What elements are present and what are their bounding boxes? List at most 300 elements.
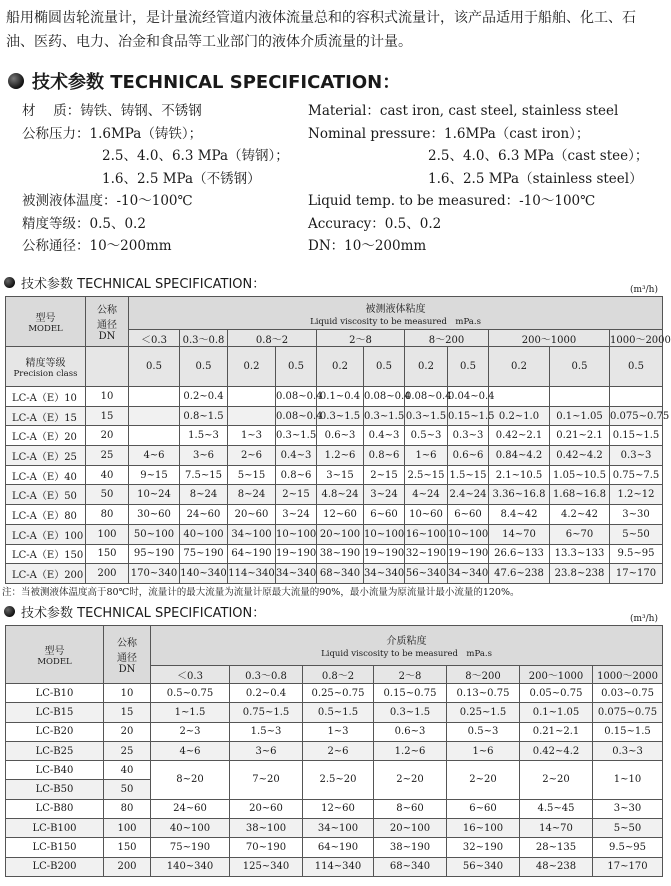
spec-row-material — [22, 100, 662, 123]
dn-cell: 25 — [104, 741, 151, 760]
viscosity-header-cn: 被测液体粘度 — [365, 303, 426, 315]
flow-cell — [489, 387, 550, 407]
flow-cell: 3~30 — [610, 505, 663, 525]
flow-cell: 3~24 — [364, 485, 405, 505]
model-cell: LC-B10 — [6, 684, 104, 703]
flow-cell — [610, 387, 663, 407]
spec-row-temperature — [22, 190, 662, 213]
table-row — [6, 703, 663, 722]
range-header: 0.3～0.8 — [180, 330, 228, 347]
spec-right: 1.6、2.5 MPa（stainless steel） — [428, 170, 643, 187]
table1-unit: (m³/h) — [630, 285, 658, 295]
table-row — [6, 465, 663, 485]
dn-cell: 80 — [104, 799, 151, 818]
table1-heading — [4, 273, 265, 292]
model-cell: LC-A（E）40 — [6, 465, 86, 485]
flow-cell: 0.75~7.5 — [610, 465, 663, 485]
dn-cell: 200 — [86, 564, 129, 584]
flow-cell: 34~100 — [228, 524, 276, 544]
flow-cell: 40~100 — [180, 524, 228, 544]
flow-cell: 4.8~24 — [317, 485, 364, 505]
flow-cell: 16~100 — [447, 819, 520, 838]
flow-cell: 9~15 — [129, 465, 180, 485]
flow-cell: 0.15~1.5 — [610, 426, 663, 446]
dn-cell: 40 — [104, 761, 151, 780]
viscosity-header-en: Liquid viscosity to be measured mPa.s — [310, 316, 481, 327]
flow-cell: 0.08~0.4 — [276, 387, 317, 407]
precision-class: 0.5 — [276, 347, 317, 387]
table1 — [5, 296, 671, 584]
flow-cell — [228, 406, 276, 426]
flow-cell: 3~6 — [180, 446, 228, 466]
table-row — [6, 761, 663, 780]
model-header-cn: 型号 — [44, 646, 65, 657]
dn-cell: 15 — [104, 703, 151, 722]
flow-cell: 0.3~1.5 — [374, 703, 447, 722]
bullet-dot-icon — [4, 277, 15, 288]
flow-cell: 6~70 — [550, 524, 610, 544]
flow-cell: 0.15~1.5 — [448, 406, 489, 426]
table-row — [6, 446, 663, 466]
flow-cell: 0.25~1.5 — [447, 703, 520, 722]
flow-cell: 0.075~0.75 — [610, 406, 663, 426]
flow-cell: 8~24 — [180, 485, 228, 505]
flow-cell: 56~340 — [447, 857, 520, 876]
model-cell: LC-A（E）200 — [6, 564, 86, 584]
flow-cell: 0.42~2.1 — [489, 426, 550, 446]
flow-cell: 38~190 — [317, 544, 364, 564]
viscosity-header — [129, 297, 663, 330]
dn-cell: 100 — [104, 819, 151, 838]
range-header: 200～1000 — [489, 330, 610, 347]
flow-cell: 1.5~15 — [448, 465, 489, 485]
flow-cell: 0.1~1.05 — [550, 406, 610, 426]
flow-cell: 1.2~6 — [374, 741, 447, 760]
flow-cell: 2.5~15 — [405, 465, 448, 485]
flow-cell: 0.5~3 — [447, 722, 520, 741]
table-row — [6, 406, 663, 426]
model-header — [6, 626, 104, 684]
flow-cell: 23.8~238 — [550, 564, 610, 584]
flow-cell — [129, 406, 180, 426]
model-cell: LC-A（E）15 — [6, 406, 86, 426]
dn-cell: 150 — [104, 838, 151, 857]
flow-cell: 0.75~1.5 — [230, 703, 303, 722]
viscosity-header — [151, 626, 663, 666]
flow-cell: 1~6 — [447, 741, 520, 760]
flow-cell: 3~15 — [317, 465, 364, 485]
flow-cell: 2~15 — [276, 485, 317, 505]
precision-class: 0.5 — [180, 347, 228, 387]
flow-cell: 50~100 — [129, 524, 180, 544]
flow-cell: 0.3~1.5 — [276, 426, 317, 446]
model-cell: LC-A（E）50 — [6, 485, 86, 505]
dn-cell: 15 — [86, 406, 129, 426]
flow-cell: 125~340 — [230, 857, 303, 876]
flow-cell: 1~1.5 — [151, 703, 230, 722]
spec-left: 精度等级：0.5、0.2 — [22, 215, 146, 232]
dn-cell: 25 — [86, 446, 129, 466]
flow-cell: 0.4~3 — [364, 426, 405, 446]
flow-cell: 3~24 — [276, 505, 317, 525]
model-cell: LC-B50 — [6, 780, 104, 799]
flow-cell: 20~60 — [228, 505, 276, 525]
flow-cell: 10~100 — [364, 524, 405, 544]
flow-cell: 2~6 — [303, 741, 374, 760]
main-heading — [8, 68, 400, 94]
spec-right: Accuracy：0.5、0.2 — [308, 215, 442, 232]
flow-cell: 75~190 — [151, 838, 230, 857]
flow-cell: 0.42~4.2 — [520, 741, 593, 760]
flow-cell: 20~60 — [230, 799, 303, 818]
table2-heading — [4, 602, 265, 621]
precision-class: 0.2 — [489, 347, 550, 387]
dn-cell: 200 — [104, 857, 151, 876]
table2-heading-text: 技术参数 TECHNICAL SPECIFICATION： — [21, 606, 266, 621]
dn-cell: 50 — [86, 485, 129, 505]
flow-cell: 20~100 — [317, 524, 364, 544]
dn-cell: 80 — [86, 505, 129, 525]
flow-cell: 0.84~4.2 — [489, 446, 550, 466]
spec-row-pressure-stainless — [22, 168, 662, 191]
flow-cell: 0.15~0.75 — [374, 684, 447, 703]
flow-cell: 0.8~1.5 — [180, 406, 228, 426]
spec-left: 公称通径：10～200mm — [22, 238, 172, 254]
bullet-dot-icon — [8, 73, 24, 89]
table-row — [6, 387, 663, 407]
flow-cell: 2.5~20 — [303, 761, 374, 800]
flow-cell: 8.4~42 — [489, 505, 550, 525]
model-cell: LC-B15 — [6, 703, 104, 722]
table2-unit: (m³/h) — [630, 614, 658, 624]
precision-class: 0.5 — [448, 347, 489, 387]
table-row — [6, 741, 663, 760]
flow-cell: 4.2~42 — [550, 505, 610, 525]
flow-cell: 12~60 — [303, 799, 374, 818]
dn-header-cn: 公称 — [117, 638, 137, 649]
flow-cell: 0.6~6 — [448, 446, 489, 466]
flow-cell: 0.08~0.4 — [364, 387, 405, 407]
range-header: 0.8～2 — [228, 330, 317, 347]
table1-heading-text: 技术参数 TECHNICAL SPECIFICATION： — [21, 277, 266, 292]
precision-dn-blank — [86, 347, 129, 387]
precision-class: 0.2 — [317, 347, 364, 387]
spec-row-accuracy — [22, 213, 662, 236]
flow-cell: 48~238 — [520, 857, 593, 876]
model-header-en: MODEL — [37, 657, 72, 667]
model-cell: LC-B20 — [6, 722, 104, 741]
model-cell: LC-B150 — [6, 838, 104, 857]
precision-class: 0.5 — [550, 347, 610, 387]
precision-header — [6, 347, 86, 387]
table-row — [6, 722, 663, 741]
flow-cell: 32~190 — [447, 838, 520, 857]
flow-cell: 10~100 — [276, 524, 317, 544]
flow-cell: 34~340 — [276, 564, 317, 584]
flow-cell: 34~340 — [364, 564, 405, 584]
flow-cell: 17~170 — [610, 564, 663, 584]
table-row — [6, 564, 663, 584]
flow-cell: 1~10 — [593, 761, 663, 800]
intro-paragraph: 船用椭圆齿轮流量计，是计量流经管道内液体流量总和的容积式流量计，该产品适用于船舶、化工、石油、医药、电力、冶金和食品等工业部门的液体介质流量的计量。 — [6, 10, 636, 50]
flow-cell: 0.1~0.4 — [317, 387, 364, 407]
table-row — [6, 857, 663, 876]
spec-list — [22, 100, 662, 258]
flow-cell: 0.2~1.0 — [489, 406, 550, 426]
flow-cell: 38~190 — [374, 838, 447, 857]
flow-cell: 3~30 — [593, 799, 663, 818]
range-header: 8～200 — [405, 330, 489, 347]
flow-cell: 0.25~0.75 — [303, 684, 374, 703]
model-cell: LC-B25 — [6, 741, 104, 760]
spec-left: 材 质：铸铁、铸钢、不锈钢 — [22, 103, 202, 119]
flow-cell: 4~24 — [405, 485, 448, 505]
flow-cell: 0.3~1.5 — [317, 406, 364, 426]
flow-cell: 6~60 — [447, 799, 520, 818]
flow-cell: 40~100 — [151, 819, 230, 838]
flow-cell: 7.5~15 — [180, 465, 228, 485]
table1-precision-row — [6, 347, 663, 387]
dn-header-cn: 通径 — [97, 320, 117, 331]
flow-cell: 64~190 — [303, 838, 374, 857]
model-cell: LC-A（E）20 — [6, 426, 86, 446]
table-row — [6, 819, 663, 838]
flow-cell — [550, 387, 610, 407]
spec-row-dn — [22, 235, 662, 258]
spec-left: 1.6、2.5 MPa（不锈钢） — [102, 170, 261, 187]
flow-cell: 68~340 — [317, 564, 364, 584]
dn-header-en: DN — [118, 664, 136, 675]
flow-cell: 56~340 — [405, 564, 448, 584]
flow-cell: 14~70 — [520, 819, 593, 838]
table-row — [6, 524, 663, 544]
flow-cell: 0.1~1.05 — [520, 703, 593, 722]
flow-cell: 0.3~3 — [448, 426, 489, 446]
flow-cell — [228, 387, 276, 407]
flow-cell: 5~15 — [228, 465, 276, 485]
flow-cell: 17~170 — [593, 857, 663, 876]
table-row — [6, 485, 663, 505]
flow-cell: 140~340 — [151, 857, 230, 876]
flow-cell: 1~3 — [228, 426, 276, 446]
dn-cell: 10 — [104, 684, 151, 703]
model-cell: LC-B100 — [6, 819, 104, 838]
precision-class: 0.5 — [129, 347, 180, 387]
spec-left: 被测液体温度：-10～100℃ — [22, 193, 193, 209]
flow-cell: 0.21~2.1 — [550, 426, 610, 446]
flow-cell: 7~20 — [230, 761, 303, 800]
flow-cell: 0.5~1.5 — [303, 703, 374, 722]
model-cell: LC-A（E）25 — [6, 446, 86, 466]
flow-cell: 0.04~0.4 — [448, 387, 489, 407]
flow-cell: 6~60 — [448, 505, 489, 525]
model-cell: LC-A（E）100 — [6, 524, 86, 544]
flow-cell: 28~135 — [520, 838, 593, 857]
flow-cell: 30~60 — [129, 505, 180, 525]
spec-row-pressure-steel — [22, 145, 662, 168]
flow-cell: 3.36~16.8 — [489, 485, 550, 505]
flow-cell: 68~340 — [374, 857, 447, 876]
flow-cell: 24~60 — [151, 799, 230, 818]
flow-cell: 170~340 — [129, 564, 180, 584]
flow-cell: 9.5~95 — [610, 544, 663, 564]
table-row — [6, 544, 663, 564]
table2-header-row — [6, 626, 663, 666]
flow-cell: 5~50 — [593, 819, 663, 838]
flow-cell: 2~6 — [228, 446, 276, 466]
flow-cell: 2.4~24 — [448, 485, 489, 505]
flow-cell: 16~100 — [405, 524, 448, 544]
flow-cell: 1.5~3 — [230, 722, 303, 741]
flow-cell: 19~190 — [276, 544, 317, 564]
viscosity-header-cn: 介质粘度 — [386, 636, 427, 647]
precision-class: 0.5 — [610, 347, 663, 387]
flow-cell: 1.68~16.8 — [550, 485, 610, 505]
flow-cell: 1.05~10.5 — [550, 465, 610, 485]
table-row — [6, 426, 663, 446]
model-header-en: MODEL — [28, 324, 63, 334]
dn-cell: 150 — [86, 544, 129, 564]
range-header: 0.8～2 — [303, 666, 374, 684]
model-cell: LC-A（E）10 — [6, 387, 86, 407]
flow-cell: 0.5~0.75 — [151, 684, 230, 703]
dn-header-cn: 通径 — [117, 653, 137, 664]
dn-cell: 100 — [86, 524, 129, 544]
temperature-note: 注：当被测液体温度高于80℃时，流量计的最大流量为流量计原最大流量的90%，最小流量为原流量计最小流量的120%。 — [2, 587, 520, 598]
table-row — [6, 838, 663, 857]
viscosity-header-en: Liquid viscosity to be measured mPa.s — [321, 649, 492, 659]
flow-cell: 47.6~238 — [489, 564, 550, 584]
flow-cell: 26.6~133 — [489, 544, 550, 564]
dn-header-cn: 公称 — [97, 305, 117, 316]
flow-cell: 1.2~12 — [610, 485, 663, 505]
flow-cell: 0.3~3 — [593, 741, 663, 760]
flow-cell: 114~340 — [228, 564, 276, 584]
range-header: 2～8 — [374, 666, 447, 684]
flow-cell: 10~24 — [129, 485, 180, 505]
main-heading-text: 技术参数 TECHNICAL SPECIFICATION： — [32, 72, 401, 93]
flow-cell: 4.5~45 — [520, 799, 593, 818]
flow-cell: 0.08~0.4 — [276, 406, 317, 426]
model-header-cn: 型号 — [35, 313, 56, 324]
flow-cell: 0.075~0.75 — [593, 703, 663, 722]
flow-cell: 3~6 — [230, 741, 303, 760]
flow-cell: 32~190 — [405, 544, 448, 564]
flow-cell: 0.13~0.75 — [447, 684, 520, 703]
range-header: 1000～2000 — [610, 330, 663, 347]
spec-right: Nominal pressure：1.6MPa（cast iron）； — [308, 125, 590, 142]
flow-cell: 0.15~1.5 — [593, 722, 663, 741]
flow-cell: 38~100 — [230, 819, 303, 838]
spec-right: 2.5、4.0、6.3 MPa（cast stee）； — [428, 148, 649, 164]
bullet-dot-icon — [4, 606, 15, 617]
flow-cell: 24~60 — [180, 505, 228, 525]
range-header: 1000～2000 — [593, 666, 663, 684]
flow-cell: 0.42~4.2 — [550, 446, 610, 466]
flow-cell: 6~60 — [364, 505, 405, 525]
flow-cell: 10~100 — [448, 524, 489, 544]
flow-cell: 0.5~3 — [405, 426, 448, 446]
precision-header-en: Precision class — [13, 369, 78, 379]
flow-cell: 0.8~6 — [276, 465, 317, 485]
range-header: 8～200 — [447, 666, 520, 684]
flow-cell: 13.3~133 — [550, 544, 610, 564]
flow-cell: 0.8~6 — [364, 446, 405, 466]
dn-cell: 50 — [104, 780, 151, 799]
flow-cell: 34~100 — [303, 819, 374, 838]
flow-cell: 140~340 — [180, 564, 228, 584]
flow-cell: 114~340 — [303, 857, 374, 876]
range-header: 2～8 — [317, 330, 405, 347]
flow-cell: 9.5~95 — [593, 838, 663, 857]
flow-cell: 8~60 — [374, 799, 447, 818]
table-row — [6, 684, 663, 703]
flow-cell: 19~190 — [448, 544, 489, 564]
flow-cell: 0.21~2.1 — [520, 722, 593, 741]
flow-cell: 0.03~0.75 — [593, 684, 663, 703]
spec-left: 2.5、4.0、6.3 MPa（铸钢）； — [102, 148, 289, 164]
flow-cell: 2~20 — [374, 761, 447, 800]
flow-cell — [129, 387, 180, 407]
flow-cell: 19~190 — [364, 544, 405, 564]
flow-cell — [129, 426, 180, 446]
range-header: 0.3～0.8 — [230, 666, 303, 684]
flow-cell: 8~20 — [151, 761, 230, 800]
flow-cell: 0.08~0.4 — [405, 387, 448, 407]
dn-header-en: DN — [98, 331, 116, 342]
dn-cell: 20 — [104, 722, 151, 741]
flow-cell: 8~24 — [228, 485, 276, 505]
dn-cell: 20 — [86, 426, 129, 446]
spec-row-pressure — [22, 123, 662, 146]
spec-right: Material：cast iron, cast steel, stainless steel — [308, 103, 619, 119]
range-header: ＜0.3 — [129, 330, 180, 347]
precision-class: 0.2 — [405, 347, 448, 387]
flow-cell: 2~15 — [364, 465, 405, 485]
flow-cell: 2~20 — [520, 761, 593, 800]
table-row — [6, 505, 663, 525]
flow-cell: 1~3 — [303, 722, 374, 741]
dn-header — [86, 297, 129, 347]
flow-cell: 0.3~3 — [610, 446, 663, 466]
flow-cell: 75~190 — [180, 544, 228, 564]
model-cell: LC-B200 — [6, 857, 104, 876]
flow-cell: 0.4~3 — [276, 446, 317, 466]
model-cell: LC-A（E）150 — [6, 544, 86, 564]
range-header: ＜0.3 — [151, 666, 230, 684]
flow-cell: 0.05~0.75 — [520, 684, 593, 703]
flow-cell: 1~6 — [405, 446, 448, 466]
flow-cell: 0.6~3 — [374, 722, 447, 741]
spec-right: DN：10～200mm — [308, 238, 427, 254]
dn-cell: 40 — [86, 465, 129, 485]
flow-cell: 4~6 — [151, 741, 230, 760]
flow-cell: 10~60 — [405, 505, 448, 525]
flow-cell: 95~190 — [129, 544, 180, 564]
flow-cell: 0.2~0.4 — [180, 387, 228, 407]
spec-right: Liquid temp. to be measured：-10～100℃ — [308, 193, 596, 209]
dn-cell: 10 — [86, 387, 129, 407]
flow-cell: 64~190 — [228, 544, 276, 564]
flow-cell: 2~20 — [447, 761, 520, 800]
flow-cell: 4~6 — [129, 446, 180, 466]
model-cell: LC-A（E）80 — [6, 505, 86, 525]
spec-left: 公称压力：1.6MPa（铸铁）； — [22, 125, 203, 142]
flow-cell: 2~3 — [151, 722, 230, 741]
table1-header-row — [6, 297, 663, 330]
flow-cell: 0.3~1.5 — [405, 406, 448, 426]
precision-header-cn: 精度等级 — [25, 358, 66, 369]
